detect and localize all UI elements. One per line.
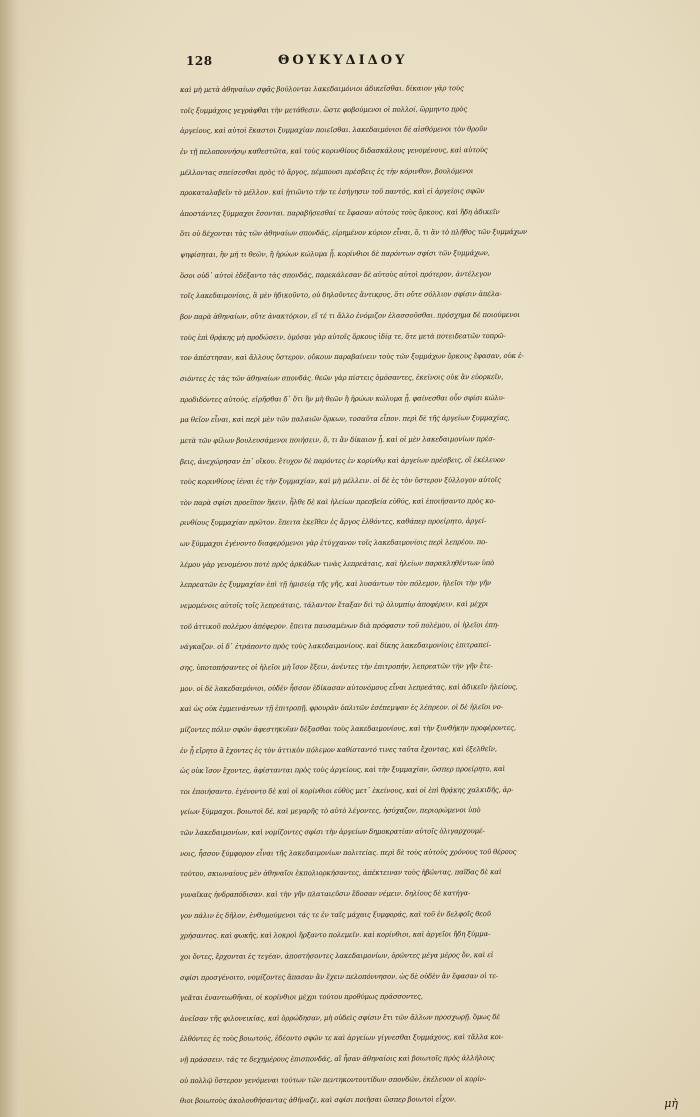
text-line: ὅσοι οὐδ᾽ αὐτοὶ ἐδέξαντο τὰς σπονδάς, παρεκάλεσαν δὲ αὐτοὺς αὐτοὶ πρότερον, ἀντέλεγον	[179, 269, 492, 280]
text-line: βεις, ἀνεχώρησαν ἐπ᾽ οἴκου. ἔτυχον δὲ παρόντες ἐν κορίνθῳ καὶ ἀργείων πρέσβεις, οἳ ἐκέλευον	[179, 455, 505, 466]
text-line: γεᾶται ἐναντιωθῆναι, οἱ κορίνθιοι μέχρι τούτου προθύμως πράσσοντες,	[179, 992, 423, 1003]
text-line: γείων ξύμμαχοι. βοιωτοὶ δέ, καὶ μεγαρῆς τὸ αὐτὸ λέγοντες, ἡσύχαζον, περιορώμενοι ὑπὸ	[179, 806, 481, 817]
text-line: γον πάλιν ἐς δῆλον, ἐνθυμούμενοι τάς τε ἐν ταῖς μάχαις ξυμφοράς, καὶ τοῦ ἐν δελφοῖς θεοῦ	[179, 909, 491, 920]
page-number: 128	[186, 54, 213, 68]
text-line: νεμομένοις αὐτοῖς τοῖς λεπρεάταις, τάλαντον ἔταξαν διὶ τῷ ὀλυμπίῳ ἀποφέρειν. καὶ μέχρι	[179, 600, 489, 611]
text-line: χρήσαντος. καὶ φωκῆς, καὶ λοκροὶ ἤρξαντο πολεμεῖν. καὶ κορίνθιοι, καὶ ἀργεῖοι ἤδη ξύμμα-	[179, 930, 491, 941]
text-line: καὶ μὴ μετὰ ἀθηναίων σφᾶς βούλονται λακεδαιμόνιοι ἀδικεῖσθαι. δίκαιον γὰρ τοὺς	[179, 84, 464, 94]
text-line: νῇ πράσσειν. τάς τε δεχημέρους ἐπισπονδάς, αἳ ἦσαν ἀθηναίοις καὶ βοιωτοῖς πρὸς ἀλλήλους	[179, 1054, 495, 1065]
text-line: τοὺς ἐπὶ θρᾴκης μὴ προδώσειν, ὀμόσαι γὰρ αὐτοῖς ὅρκους ἰδίᾳ τε, ὅτε μετὰ ποτειδεατῶν τοπρῶ-	[179, 331, 506, 342]
text-line: μετὰ τῶν φίλων βουλευσάμενοι ποιήσειν, ὅ, τι ἂν δίκαιον ᾖ. καὶ οἱ μὲν λακεδαιμονίων πρέσ-	[179, 434, 495, 445]
text-line: σης, ὑποτοπήσαντες οἱ ἠλεῖοι μὴ ἴσον ἕξειν, ἀνέντες τὴν ἐπιτροπήν, λεπρεατῶν τὴν γῆν ἔτε-	[179, 662, 493, 672]
text-line: τοῖς λακεδαιμονίοις, ἃ μὲν ἠδικοῦντο, οὐ δηλοῦντες ἄντικρυς, ὅτι οὔτε σόλλιον σφίσιν ἀπέλα-	[179, 290, 502, 301]
text-line: καὶ ὡς οὐκ ἐμμεινάντων τῇ ἐπιτροπῇ, φρουρὰν ὁπλιτῶν ἐσέπεμψαν ἐς λέπρεον. οἱ δὲ ἠλεῖοι νο-	[179, 703, 503, 714]
catchword: μὴ	[664, 1097, 678, 1110]
text-line: τοῖς ξυμμάχοις γεγράφθαι τὴν μετάθεσιν. ὥστε φοβούμενοι οἱ πολλοί, ὥρμηντο πρὸς	[179, 104, 468, 115]
text-line: ἀργείους, καὶ αὐτοὶ ἕκαστοι ξυμμαχίαν ποιεῖσθαι. λακεδαιμόνιοι δὲ αἰσθόμενοι τὸν θροῦν	[179, 125, 488, 136]
text-line: τὸν παρὰ σφίσι προεῖπον ἥκειν. ἦλθε δὲ καὶ ἠλείων πρεσβεία εὐθύς, καὶ ἐποιήσαντο πρὸς κο-	[179, 496, 496, 507]
text-line: χοι ὄντες, ἔρχονται ἐς τεγέαν, ἀποστήσοντες λακεδαιμονίων, ὁρῶντες μέγα μέρος ὄν, καὶ εἰ	[179, 950, 494, 961]
text-line: νοις, ἧσσον ξύμφορον εἶναι τῆς λακεδαιμονίων πολιτείας. περὶ δὲ τοὺς αὐτοὺς χρόνους τοῦ θέρους	[179, 847, 517, 858]
text-line: τούτου, σκιωναίους μὲν ἀθηναῖοι ἐκπολιορκήσαντες, ἀπέκτειναν τοὺς ἡβῶντας. παῖδας δὲ καὶ	[179, 868, 502, 879]
body-text	[180, 80, 690, 1112]
text-line: τον ἀπέστησαν, καὶ ἄλλους ὕστερον. οὔκουν παραβαίνειν τοὺς τῶν ξυμμάχων ὅρκους ἔφασαν, οὐκ ἐ-	[179, 352, 524, 363]
text-line: μίζοντες πόλιν σφῶν ἀφεστηκυῖαν δέξασθαι τοὺς λακεδαιμονίους, καὶ τὴν ξυνθήκην προφέροντες,	[179, 723, 516, 734]
text-line: μον. οἱ δὲ λακεδαιμόνιοι, οὐδὲν ἧσσον ἐδίκασαν αὐτονόμους εἶναι λεπρεάτας, καὶ ἀδικεῖν ἠλείους,	[179, 682, 518, 693]
text-line: ἀνεῖσαν τῆς φιλονεικίας, καὶ ὀρρώδησαν, μὴ οὐδεὶς σφίσιν ἔτι τῶν ἄλλων προσχωρῇ. ὅμως δὲ	[179, 1012, 500, 1023]
text-line: σφίσι προσγένοιτο, νομίζοντες ἅπασαν ἂν ἔχειν πελοπόννησον. ὡς δὲ οὐδὲν ἂν ἔφασαν οἱ τε-	[179, 971, 499, 982]
text-line: ἐν ᾗ εἴρητο ἃ ἔχοντες ἐς τὸν ἀττικὸν πόλεμον καθίσταντό τινες ταῦτα ἔχοντας, καὶ ἐξελθεῖν,	[179, 744, 497, 755]
text-line: μέλλοντας σπείσεσθαι πρὸς τὸ ἄργος, πέμπουσι πρέσβεις ἐς τὴν κόρινθον, βουλόμενοι	[179, 166, 474, 177]
text-line: τοι ἐποιήσαντο. ἐγένοντο δὲ καὶ οἱ κορίνθιοι εὐθὺς μετ᾽ ἐκείνους, καὶ οἱ ἐπὶ θρᾴκης χαλκιδῆς, ἀρ-	[179, 785, 514, 796]
text-line: τῶν λακεδαιμονίων, καὶ νομίζοντες σφίσι τὴν ἀργείων δημοκρατίαν αὐτοῖς ὀλιγαρχουμέ-	[179, 827, 485, 838]
text-line: νάγκαζον. οἱ δ᾽ ἐτράποντο πρὸς τοὺς λακεδαιμονίους. καὶ δίκης λακεδαιμονίοις ἐπιτραπεί-	[179, 641, 491, 652]
text-line: λεπρεατῶν ἐς ξυμμαχίαν ἐπὶ τῇ ἡμισείᾳ τῆς γῆς, καὶ λυσάντων τὸν πόλεμον, ἠλεῖοι τὴν γῆν	[179, 579, 491, 590]
text-line: τοῦ ἀττικοῦ πολέμου ἀπέφερον. ἔπειτα παυσαμένων διὰ πρόφασιν τοῦ πολέμου, οἱ ἠλεῖοι ἐπη-	[179, 620, 500, 631]
text-line: τοὺς κορινθίους ἰέναι ἐς τὴν ξυμμαχίαν, καὶ μὴ μέλλειν. οἱ δὲ ἐς τὸν ὕστερον ξύλλογον αὐτοῖς	[179, 476, 501, 487]
page-gutter-shadow	[0, 0, 26, 1117]
page-header	[186, 54, 686, 74]
text-line: γυναῖκας ἠνδραπόδισαν. καὶ τὴν γῆν πλαταιεῦσιν ἔδοσαν νέμειν. δηλίους δὲ κατήγα-	[179, 889, 471, 899]
text-line: προδιδόντες αὐτούς. εἰρῆσθαι δ᾽ ὅτι ἢν μὴ θεῶν ἢ ἡρώων κώλυμα ᾖ. φαίνεσθαι οὖν σφίσι κώλυ-	[179, 393, 505, 404]
text-line: προκαταλαβεῖν τὸ μέλλον. καὶ ᾐτιῶντο τήν τε ἐσήγησιν τοῦ παντός, καὶ εἰ ἀργείοις σφῶν	[179, 187, 485, 198]
text-line: ὅτι οὐ δέχονται τὰς τῶν ἀθηναίων σπονδάς, εἰρημένον κύριον εἶναι, ὅ, τι ἂν τὸ πλῆθος τῶν ξυμμάχων	[179, 228, 527, 239]
text-line: σιόντες ἐς τὰς τῶν ἀθηναίων σπονδάς. θεῶν γὰρ πίστεις ὀμόσαντες, ἐκείνοις οὐκ ἂν εὐορκεῖν,	[179, 372, 504, 383]
text-line: βον παρὰ ἀθηναίων, οὔτε ἀνακτόριον, εἴ τέ τι ἄλλο ἐνόμιζον ἐλασσοῦσθαι. πρόσχημα δὲ ποιούμενοι	[179, 310, 520, 322]
text-line: ων ξύμμαχοι ἐγένοντο διαφερόμενοι γὰρ ἐτύγχανον τοῖς λακεδαιμονίοις περὶ λεπρέου. πο-	[179, 538, 488, 549]
text-line: θιοι βοιωτοὺς ἀκολουθήσαντας ἀθήναζε, καὶ σφίσι ποιῆσαι ὥσπερ βοιωτοὶ εἶχον.	[179, 1095, 456, 1106]
text-line: ρινθίους ξυμμαχίαν πρῶτον. ἔπειτα ἐκεῖθεν ἐς ἄργος ἐλθόντες, καθάπερ προείρητο, ἀργεί-	[179, 517, 487, 528]
text-line: ἐν τῇ πελοποννήσῳ καθεστῶτα, καὶ τοὺς κορινθίους διδασκάλους γενομένους, καὶ αὐτοὺς	[179, 146, 488, 156]
text-line: ψηφίσηται, ἢν μή τι θεῶν, ἢ ἡρώων κώλυμα ᾖ. κορίνθιοι δὲ παρόντων σφίσι τῶν ξυμμάχων,	[179, 249, 490, 260]
text-line: ἀποστάντες ξύμμαχοι ἔσονται. παραβήσεσθαί τε ἔφασαν αὐτοὺς τοὺς ὅρκους. καὶ ἤδη ἀδικεῖν	[179, 207, 500, 218]
text-line: μα θεῖον εἶναι, καὶ περὶ μὲν τῶν παλαιῶν ὅρκων, τοσαῦτα εἶπον. περὶ δὲ τῆς ἀργείων ξυμμαχίας,	[179, 414, 510, 425]
text-line: οὐ πολλῷ ὕστερον γενόμεναι τούτων τῶν πεντηκοντουτίδων σπονδῶν, ἐκέλευον οἱ κορίν-	[179, 1074, 486, 1085]
text-line: ὡς οὐκ ἴσον ἔχοντες, ἀφίστανται πρὸς τοὺς ἀργείους, καὶ τὴν ξυμμαχίαν, ὥσπερ προείρητο, καὶ	[179, 765, 506, 776]
running-title: ΘΟΥΚΥΔΙΔΟΥ	[278, 53, 408, 68]
text-line: ἐλθόντες ἐς τοὺς βοιωτούς, ἐδέοντο σφῶν τε καὶ ἀργείων γίγνεσθαι ξυμμάχους, καὶ τἄλλα κοι-	[179, 1033, 504, 1044]
text-line: λέμου γὰρ γενομένου ποτὲ πρὸς ἀρκάδων τινὰς λεπρεάταις, καὶ ἠλείων παρακληθέντων ὑπὸ	[179, 558, 495, 569]
